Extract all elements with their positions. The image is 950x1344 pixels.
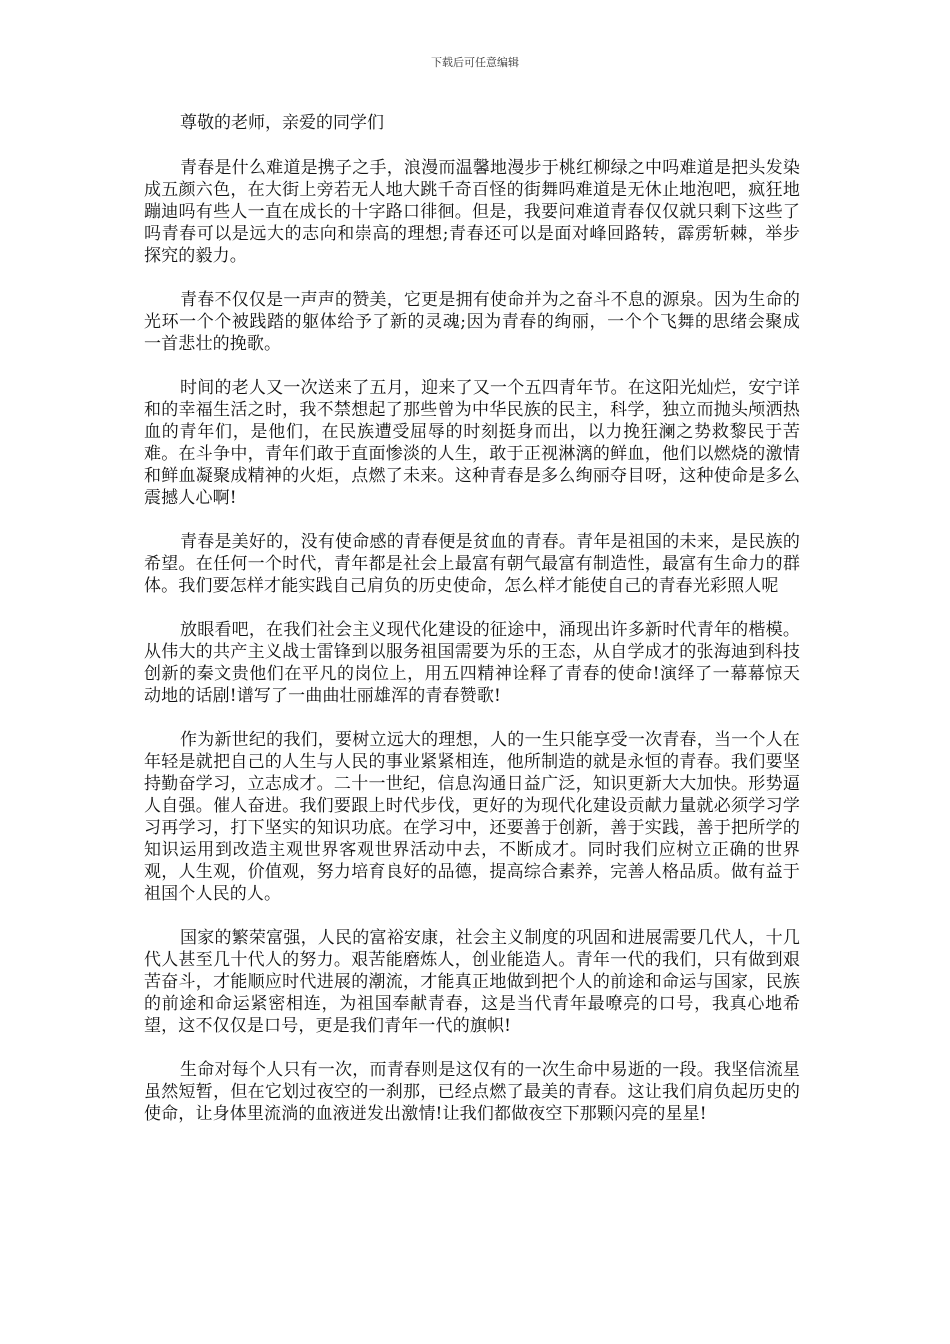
paragraph-1: 青春是什么难道是携子之手，浪漫而温馨地漫步于桃红柳绿之中吗难道是把头发染成五颜六色，在大街上旁若无人地大跳千奇百怪的街舞吗难道是无休止地泡吧，疯狂地蹦迪吗有些人一直在成长的十字路口徘徊。但是，我要问难道青春仅仅就只剩下这些了吗青春可以是远大的志向和崇高的理想;青春还可以是面对峰回路转，霹雳斩棘，举步探究的毅力。 (144, 158, 800, 266)
paragraph-6: 作为新世纪的我们，要树立远大的理想，人的一生只能享受一次青春，当一个人在年轻是就把自己的人生与人民的事业紧紧相连，他所制造的就是永恒的青春。我们要坚持勤奋学习，立志成才。二十一世纪，信息沟通日益广泛，知识更新大大加快。形势逼人自强。催人奋进。我们要跟上时代步伐，更好的为现代化建设贡献力量就必须学习学习再学习，打下坚实的知识功底。在学习中，还要善于创新，善于实践，善于把所学的知识运用到改造主观世界客观世界活动中去，不断成才。同时我们应树立正确的世界观，人生观，价值观，努力培育良好的品德，提高综合素养，完善人格品质。做有益于祖国个人民的人。 (144, 730, 800, 904)
salutation: 尊敬的老师，亲爱的同学们 (180, 113, 384, 133)
paragraph-2: 青春不仅仅是一声声的赞美，它更是拥有使命并为之奋斗不息的源泉。因为生命的光环一个个被践踏的躯体给予了新的灵魂;因为青春的绚丽，一个个飞舞的思绪会聚成一首悲壮的挽歌。 (144, 290, 800, 354)
paragraph-7: 国家的繁荣富强，人民的富裕安康，社会主义制度的巩固和进展需要几代人，十几代人甚至几十代人的努力。艰苦能磨炼人，创业能造人。青年一代的我们，只有做到艰苦奋斗，才能顺应时代进展的潮流，才能真正地做到把个人的前途和命运与国家，民族的前途和命运紧密相连，为祖国奉献青春，这是当代青年最嘹亮的口号，我真心地希望，这不仅仅是口号，更是我们青年一代的旗帜! (144, 928, 800, 1036)
paragraph-5: 放眼看吧，在我们社会主义现代化建设的征途中，涌现出许多新时代青年的楷模。从伟大的共产主义战士雷锋到以服务祖国需要为乐的王态，从自学成才的张海迪到科技创新的秦文贵他们在平凡的岗位上，用五四精神诠释了青春的使命!演绎了一幕幕惊天动地的话剧!谱写了一曲曲壮丽雄浑的青春赞歌! (144, 620, 800, 706)
document-body (144, 112, 800, 1147)
header-note: 下载后可任意编辑 (431, 56, 519, 69)
paragraph-3: 时间的老人又一次送来了五月，迎来了又一个五四青年节。在这阳光灿烂，安宁详和的幸福生活之时，我不禁想起了那些曾为中华民族的民主，科学，独立而抛头颅洒热血的青年们，是他们，在民族遭受屈辱的时刻挺身而出，以力挽狂澜之势救黎民于苦难。在斗争中，青年们敢于直面惨淡的人生，敢于正视淋漓的鲜血，他们以燃烧的激情和鲜血凝聚成精神的火炬，点燃了未来。这种青春是多么绚丽夺目呀，这种使命是多么震撼人心啊! (144, 378, 800, 508)
paragraph-8: 生命对每个人只有一次，而青春则是这仅有的一次生命中易逝的一段。我坚信流星虽然短暂，但在它划过夜空的一刹那，已经点燃了最美的青春。这让我们肩负起历史的使命，让身体里流淌的血液迸发出激情!让我们都做夜空下那颗闪亮的星星! (144, 1060, 800, 1124)
paragraph-4: 青春是美好的，没有使命感的青春便是贫血的青春。青年是祖国的未来，是民族的希望。在任何一个时代，青年都是社会上最富有朝气最富有制造性，最富有生命力的群体。我们要怎样才能实践自己肩负的历史使命，怎么样才能使自己的青春光彩照人呢 (144, 532, 800, 596)
